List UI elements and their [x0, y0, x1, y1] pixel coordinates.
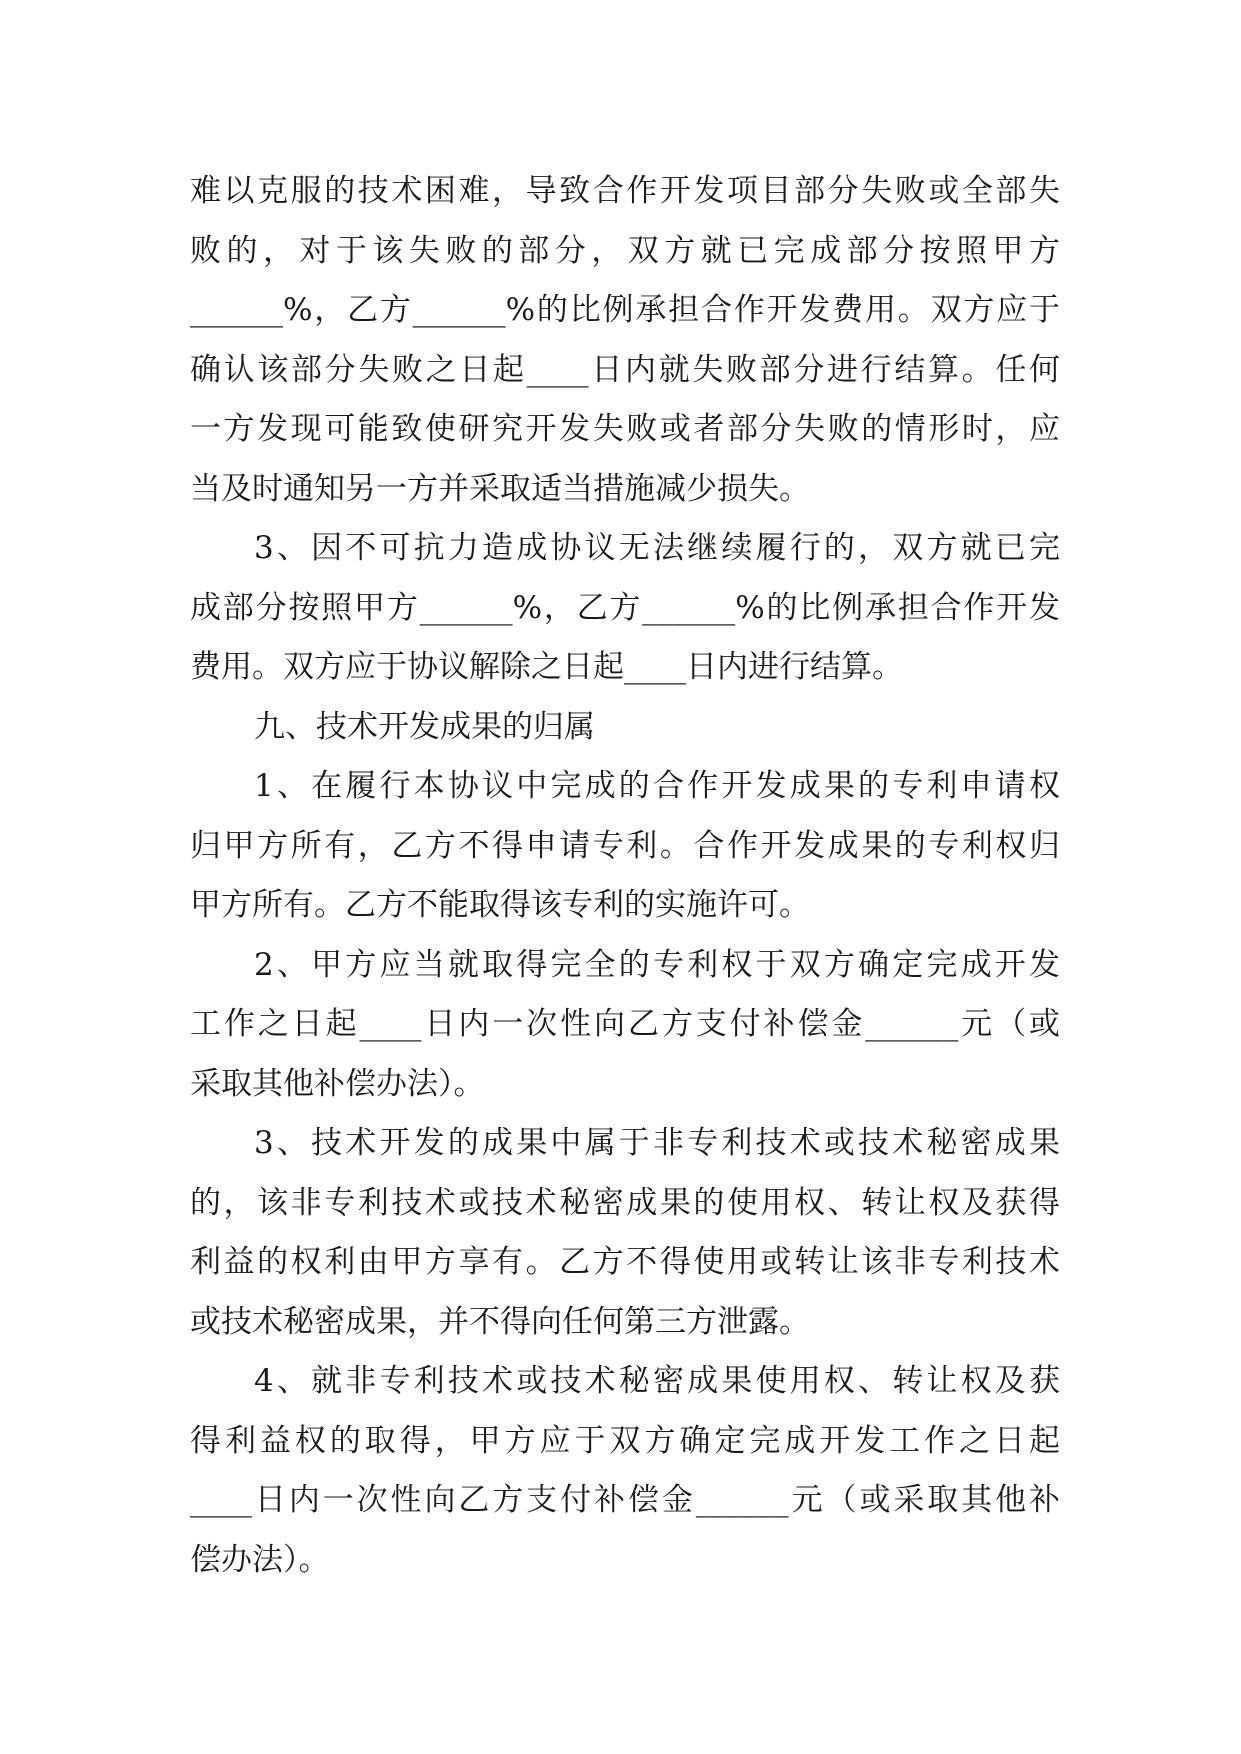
text-line: 败的，对于该失败的部分，双方就已完成部分按照甲方 — [190, 232, 1060, 269]
document-body — [190, 162, 1060, 1590]
text-line: ____日内一次性向乙方支付补偿金______元（或采取其他补 — [190, 1482, 1060, 1518]
text-line: 费用。双方应于协议解除之日起____日内进行结算。 — [190, 649, 903, 685]
text-line: 确认该部分失败之日起____日内就失败部分进行结算。任何 — [190, 351, 1060, 388]
clause-3-line: 3、技术开发的成果中属于非专利技术或技术秘密成果 — [254, 1125, 1060, 1161]
text-line: ______%，乙方______%的比例承担合作开发费用。双方应于 — [190, 292, 1060, 328]
text-line: 一方发现可能致使研究开发失败或者部分失败的情形时，应 — [190, 411, 1060, 447]
text-line: 甲方所有。乙方不能取得该专利的实施许可。 — [190, 887, 810, 923]
text-line: 归甲方所有，乙方不得申请专利。合作开发成果的专利权归 — [190, 827, 1060, 864]
text-line: 工作之日起____日内一次性向乙方支付补偿金______元（或 — [190, 1006, 1060, 1042]
text-line: 得利益权的取得，甲方应于双方确定完成开发工作之日起 — [190, 1422, 1060, 1459]
text-line: 成部分按照甲方______%，乙方______%的比例承担合作开发 — [190, 589, 1060, 626]
clause-1-line: 1、在履行本协议中完成的合作开发成果的专利申请权 — [254, 768, 1060, 804]
clause-3-line: 3、因不可抗力造成协议无法继续履行的，双方就已完 — [254, 530, 1060, 566]
section-heading: 九、技术开发成果的归属 — [254, 708, 595, 745]
clause-2-line: 2、甲方应当就取得完全的专利权于双方确定完成开发 — [254, 946, 1060, 983]
text-line: 偿办法）。 — [190, 1541, 330, 1578]
text-line: 利益的权利由甲方享有。乙方不得使用或转让该非专利技术 — [190, 1244, 1060, 1280]
text-line: 当及时通知另一方并采取适当措施减少损失。 — [190, 470, 810, 507]
clause-4-line: 4、就非专利技术或技术秘密成果使用权、转让权及获 — [254, 1363, 1060, 1399]
text-line: 采取其他补偿办法）。 — [190, 1065, 485, 1102]
text-line: 难以克服的技术困难，导致合作开发项目部分失败或全部失 — [190, 173, 1060, 209]
text-line: 或技术秘密成果，并不得向任何第三方泄露。 — [190, 1303, 810, 1340]
text-line: 的，该非专利技术或技术秘密成果的使用权、转让权及获得 — [190, 1184, 1060, 1221]
